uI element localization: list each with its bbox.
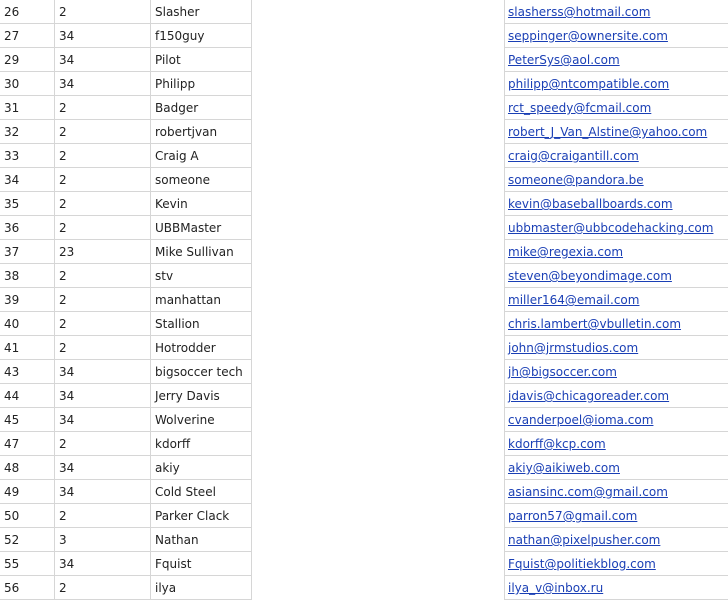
table-row	[0, 24, 728, 48]
email-link[interactable]: PeterSys@aol.com	[508, 53, 620, 67]
usergroup-cell: 2	[55, 312, 151, 336]
username-cell: Cold Steel	[151, 480, 252, 504]
username-cell: kdorff	[151, 432, 252, 456]
user-id-cell: 41	[0, 336, 55, 360]
table-row	[0, 336, 728, 360]
username-cell: Nathan	[151, 528, 252, 552]
usergroup-cell: 2	[55, 120, 151, 144]
email-cell	[504, 360, 728, 384]
email-link[interactable]: robert_J_Van_Alstine@yahoo.com	[508, 125, 708, 139]
email-link[interactable]: cvanderpoel@ioma.com	[508, 413, 654, 427]
usergroup-cell: 2	[55, 96, 151, 120]
email-cell	[504, 552, 728, 576]
email-cell	[504, 264, 728, 288]
table-row	[0, 144, 728, 168]
email-link[interactable]: jh@bigsoccer.com	[508, 365, 617, 379]
user-id-cell: 33	[0, 144, 55, 168]
table-row	[0, 96, 728, 120]
usergroup-cell: 34	[55, 360, 151, 384]
email-cell	[504, 120, 728, 144]
usergroup-cell: 2	[55, 144, 151, 168]
email-link[interactable]: ubbmaster@ubbcodehacking.com	[508, 221, 714, 235]
usergroup-cell: 34	[55, 72, 151, 96]
email-cell	[504, 24, 728, 48]
table-row	[0, 0, 728, 24]
table-row	[0, 384, 728, 408]
username-cell: UBBMaster	[151, 216, 252, 240]
username-cell: stv	[151, 264, 252, 288]
email-link[interactable]: seppinger@ownersite.com	[508, 29, 668, 43]
usergroup-cell: 2	[55, 0, 151, 24]
email-link[interactable]: kevin@baseballboards.com	[508, 197, 673, 211]
usergroup-cell: 3	[55, 528, 151, 552]
usergroup-cell: 2	[55, 192, 151, 216]
email-link[interactable]: philipp@ntcompatible.com	[508, 77, 670, 91]
email-cell	[504, 96, 728, 120]
table-row	[0, 120, 728, 144]
email-link[interactable]: john@jrmstudios.com	[508, 341, 639, 355]
usergroup-cell: 2	[55, 264, 151, 288]
user-id-cell: 48	[0, 456, 55, 480]
user-id-cell: 37	[0, 240, 55, 264]
user-id-cell: 44	[0, 384, 55, 408]
usergroup-cell: 2	[55, 576, 151, 600]
username-cell: Jerry Davis	[151, 384, 252, 408]
usergroup-cell: 34	[55, 456, 151, 480]
email-cell	[504, 48, 728, 72]
usergroup-cell: 2	[55, 168, 151, 192]
username-cell: Kevin	[151, 192, 252, 216]
email-link[interactable]: steven@beyondimage.com	[508, 269, 672, 283]
usergroup-cell: 2	[55, 288, 151, 312]
table-row	[0, 168, 728, 192]
usergroup-cell: 34	[55, 384, 151, 408]
username-cell: robertjvan	[151, 120, 252, 144]
usergroup-cell: 34	[55, 552, 151, 576]
email-link[interactable]: jdavis@chicagoreader.com	[508, 389, 670, 403]
username-cell: Stallion	[151, 312, 252, 336]
email-cell	[504, 216, 728, 240]
table-row	[0, 432, 728, 456]
username-cell: manhattan	[151, 288, 252, 312]
email-cell	[504, 168, 728, 192]
username-cell: Wolverine	[151, 408, 252, 432]
email-cell	[504, 312, 728, 336]
user-id-cell: 56	[0, 576, 55, 600]
user-id-cell: 55	[0, 552, 55, 576]
email-link[interactable]: Fquist@politiekblog.com	[508, 557, 656, 571]
username-cell: Parker Clack	[151, 504, 252, 528]
username-cell: Mike Sullivan	[151, 240, 252, 264]
usergroup-cell: 23	[55, 240, 151, 264]
user-id-cell: 30	[0, 72, 55, 96]
user-id-cell: 29	[0, 48, 55, 72]
table-row	[0, 552, 728, 576]
username-cell: Craig A	[151, 144, 252, 168]
table-row	[0, 456, 728, 480]
table-row	[0, 408, 728, 432]
email-cell	[504, 456, 728, 480]
table-row	[0, 216, 728, 240]
email-link[interactable]: nathan@pixelpusher.com	[508, 533, 661, 547]
table-row	[0, 528, 728, 552]
user-id-cell: 26	[0, 0, 55, 24]
email-cell	[504, 504, 728, 528]
usergroup-cell: 34	[55, 24, 151, 48]
user-id-cell: 39	[0, 288, 55, 312]
email-link[interactable]: rct_speedy@fcmail.com	[508, 101, 652, 115]
email-cell	[504, 384, 728, 408]
user-id-cell: 31	[0, 96, 55, 120]
email-cell	[504, 288, 728, 312]
user-id-cell: 32	[0, 120, 55, 144]
username-cell: someone	[151, 168, 252, 192]
email-link[interactable]: akiy@aikiweb.com	[508, 461, 620, 475]
user-id-cell: 35	[0, 192, 55, 216]
table-row	[0, 264, 728, 288]
user-id-cell: 40	[0, 312, 55, 336]
user-id-cell: 50	[0, 504, 55, 528]
table-row	[0, 360, 728, 384]
email-link[interactable]: asiansinc.com@gmail.com	[508, 485, 668, 499]
user-id-cell: 52	[0, 528, 55, 552]
usergroup-cell: 2	[55, 432, 151, 456]
email-cell	[504, 72, 728, 96]
email-link[interactable]: someone@pandora.be	[508, 173, 644, 187]
email-link[interactable]: craig@craigantill.com	[508, 149, 639, 163]
email-link[interactable]: chris.lambert@vbulletin.com	[508, 317, 682, 331]
email-cell	[504, 432, 728, 456]
email-link[interactable]: mike@regexia.com	[508, 245, 624, 259]
email-cell	[504, 576, 728, 600]
username-cell: Fquist	[151, 552, 252, 576]
username-cell: Slasher	[151, 0, 252, 24]
email-link[interactable]: kdorff@kcp.com	[508, 437, 606, 451]
table-row	[0, 192, 728, 216]
username-cell: Badger	[151, 96, 252, 120]
username-cell: ilya	[151, 576, 252, 600]
email-cell	[504, 240, 728, 264]
usergroup-cell: 2	[55, 216, 151, 240]
username-cell: Hotrodder	[151, 336, 252, 360]
table-row	[0, 504, 728, 528]
email-cell	[504, 408, 728, 432]
usergroup-cell: 2	[55, 336, 151, 360]
user-id-cell: 43	[0, 360, 55, 384]
table-row	[0, 72, 728, 96]
email-link[interactable]: miller164@email.com	[508, 293, 640, 307]
user-id-cell: 36	[0, 216, 55, 240]
email-cell	[504, 192, 728, 216]
username-cell: bigsoccer tech	[151, 360, 252, 384]
email-cell	[504, 336, 728, 360]
user-id-cell: 38	[0, 264, 55, 288]
email-cell	[504, 0, 728, 24]
user-id-cell: 27	[0, 24, 55, 48]
table-row	[0, 288, 728, 312]
usergroup-cell: 34	[55, 48, 151, 72]
user-id-cell: 49	[0, 480, 55, 504]
email-cell	[504, 144, 728, 168]
usergroup-cell: 2	[55, 504, 151, 528]
email-cell	[504, 480, 728, 504]
user-id-cell: 45	[0, 408, 55, 432]
user-id-cell: 34	[0, 168, 55, 192]
email-cell	[504, 528, 728, 552]
email-link[interactable]: ilya_v@inbox.ru	[508, 581, 604, 595]
usergroup-cell: 34	[55, 408, 151, 432]
username-cell: akiy	[151, 456, 252, 480]
table-row	[0, 240, 728, 264]
username-cell: Pilot	[151, 48, 252, 72]
table-row	[0, 480, 728, 504]
table-row	[0, 576, 728, 600]
username-cell: f150guy	[151, 24, 252, 48]
email-link[interactable]: slasherss@hotmail.com	[508, 5, 651, 19]
email-link[interactable]: parron57@gmail.com	[508, 509, 638, 523]
usergroup-cell: 34	[55, 480, 151, 504]
user-id-cell: 47	[0, 432, 55, 456]
username-cell: Philipp	[151, 72, 252, 96]
table-row	[0, 312, 728, 336]
table-row	[0, 48, 728, 72]
